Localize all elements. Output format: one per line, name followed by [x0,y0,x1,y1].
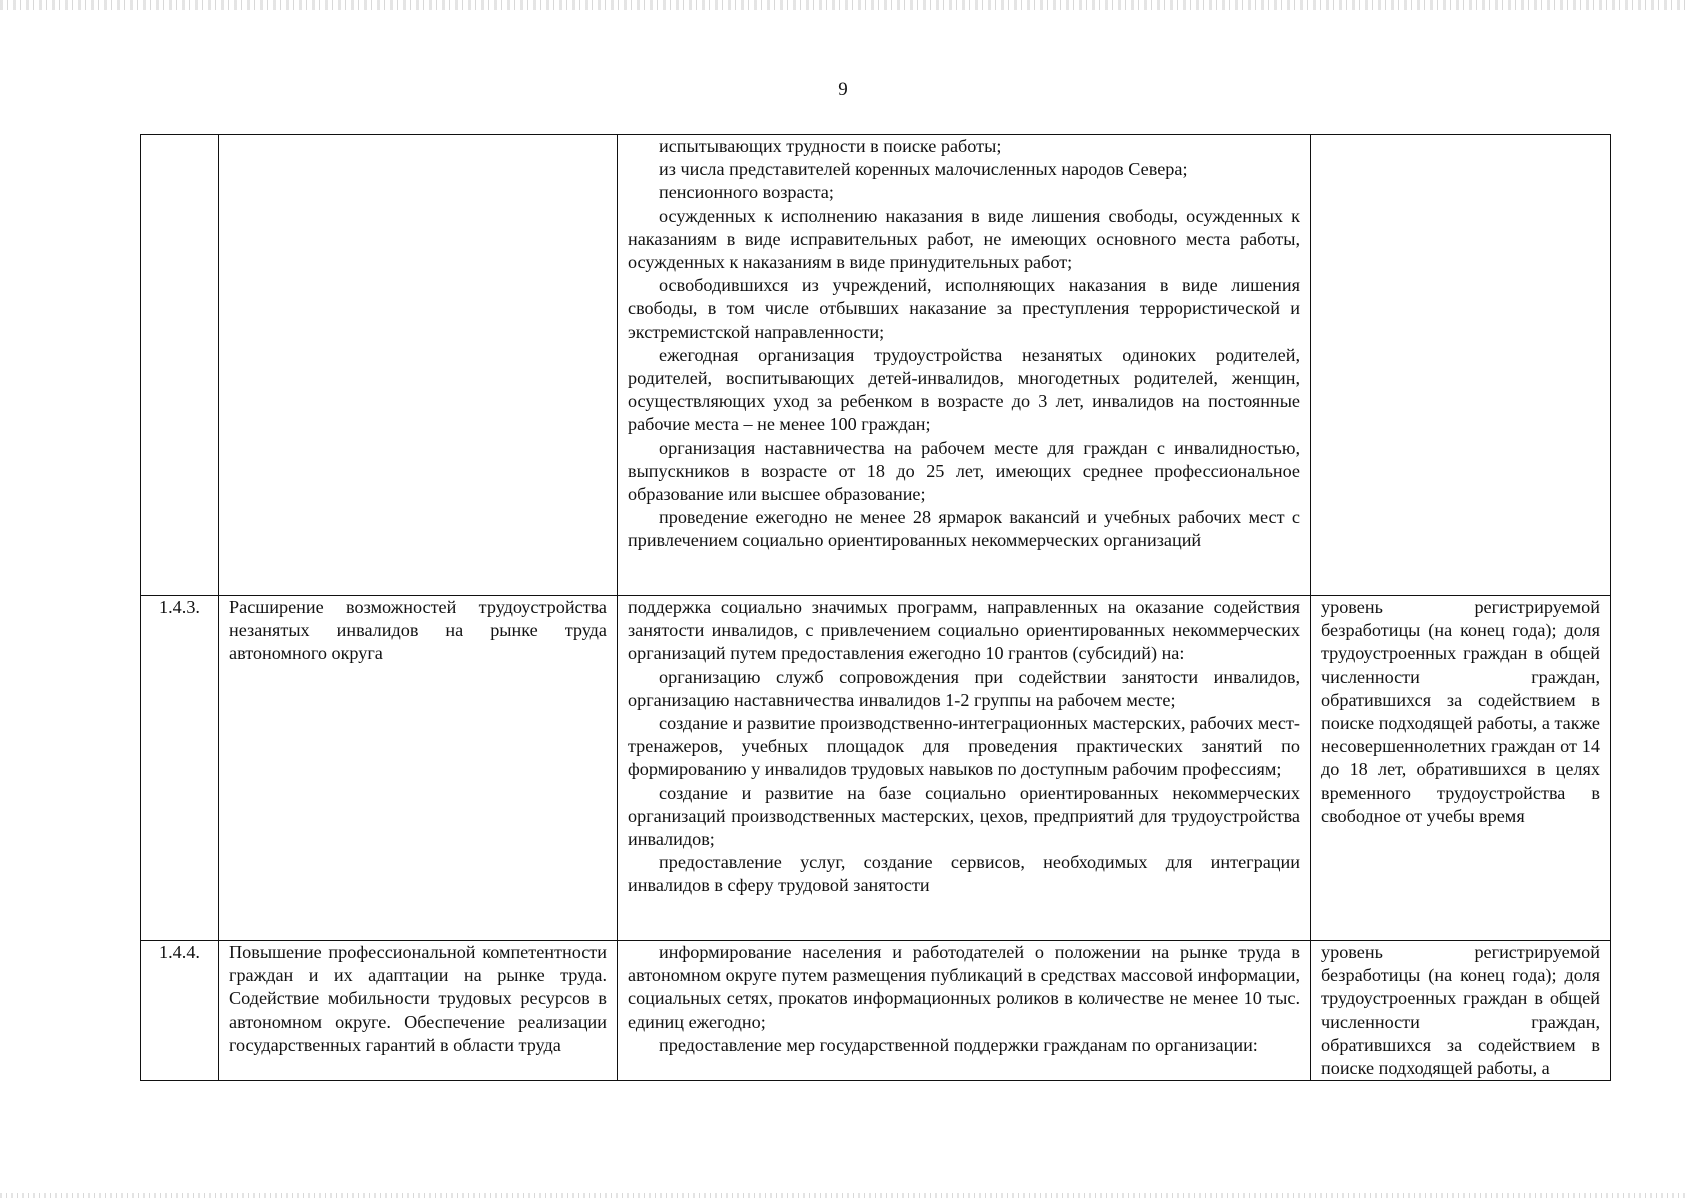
mechanism-paragraph: из числа представителей коренных малочисленных народов Севера; [659,159,1188,180]
mechanism-paragraph: предоставление услуг, создание сервисов, необходимых для интеграции инвалидов в сферу трудовой занятости [628,852,1300,896]
row-mechanisms [618,941,1311,1081]
row-name [219,135,618,596]
table-row [141,135,1611,596]
mechanism-paragraph: информирование населения и работодателей о положении на рынке труда в автономном округе путем размещения публикаций в средствах массовой информации, социальных сетях, прокатов информационных роликов в количестве не менее 10 тыс. единиц ежегодно; [628,942,1300,1032]
scan-edge-top [0,0,1686,10]
row-mechanisms [618,135,1311,596]
mechanism-paragraph: поддержка социально значимых программ, направленных на оказание содействия занятости инвалидов, с привлечением социально ориентированных некоммерческих организаций путем предоставления ежегодно 10 грантов (субсидий) на: [628,597,1300,664]
page-number: 9 [838,79,848,100]
mechanism-paragraph: испытывающих трудности в поиске работы; [659,136,1002,156]
program-table [140,134,1611,1081]
mechanism-paragraph: проведение ежегодно не менее 28 ярмарок вакансий и учебных рабочих мест с привлечением социально ориентированных некоммерческих организаций [628,507,1300,551]
mechanism-paragraph: создание и развитие производственно-интеграционных мастерских, рабочих мест-тренажеров, учебных площадок для проведения практических занятий по формированию у инвалидов трудовых навыков по доступным рабочим профессиям; [628,713,1300,780]
row-number: 1.4.3. [141,596,219,941]
row-number [141,135,219,596]
mechanism-paragraph: освободившихся из учреждений, исполняющих наказания в виде лишения свободы, в том числе отбывших наказание за преступления террористической и экстремистской направленности; [628,275,1300,342]
row-mechanisms [618,596,1311,941]
row-indicators [1311,135,1611,596]
mechanism-paragraph: ежегодная организация трудоустройства незанятых одиноких родителей, родителей, воспитывающих детей-инвалидов, многодетных родителей, женщин, осуществляющих уход за ребенком в возрасте до 3 лет, инвалидов на постоянные рабочие места – не менее 100 граждан; [628,344,1300,435]
mechanism-paragraph: организацию служб сопровождения при содействии занятости инвалидов, организацию наставничества инвалидов 1-2 группы на рабочем месте; [628,666,1300,710]
mechanism-paragraph: предоставление мер государственной поддержки гражданам по организации: [659,1034,1258,1055]
table-row [141,941,1611,1081]
mechanism-paragraph: создание и развитие на базе социально ориентированных некоммерческих организаций производственных мастерских, цехов, предприятий для трудоустройства инвалидов; [628,782,1300,850]
row-name: Расширение возможностей трудоустройства незанятых инвалидов на рынке труда автономного округа [219,596,618,941]
table-row [141,596,1611,941]
row-name: Повышение профессиональной компетентности граждан и их адаптации на рынке труда. Содействие мобильности трудовых ресурсов в автономном округе. Обеспечение реализации государственных гарантий в области труда [219,941,618,1081]
row-indicators: уровень регистрируемой безработицы (на конец года); доля трудоустроенных граждан в общей численности граждан, обратившихся за содействием в поиске подходящей работы, а также несовершеннолетних граждан от 14 до 18 лет, обратившихся в целях временного трудоустройства в свободное от учебы время [1311,596,1611,941]
mechanism-paragraph: организация наставничества на рабочем месте для граждан с инвалидностью, выпускников в возрасте от 18 до 25 лет, имеющих среднее профессиональное образование или высшее образование; [628,437,1300,505]
scan-edge-bottom [0,1193,1686,1198]
mechanism-paragraph: пенсионного возраста; [659,182,834,203]
row-number: 1.4.4. [141,941,219,1081]
mechanism-paragraph: осужденных к исполнению наказания в виде лишения свободы, осужденных к наказаниям в виде исправительных работ, не имеющих основного места работы, осужденных к наказаниям в виде принудительных работ; [628,205,1300,273]
row-indicators: уровень регистрируемой безработицы (на конец года); доля трудоустроенных граждан в общей численности граждан, обратившихся за содействием в поиске подходящей работы, а [1311,941,1611,1081]
